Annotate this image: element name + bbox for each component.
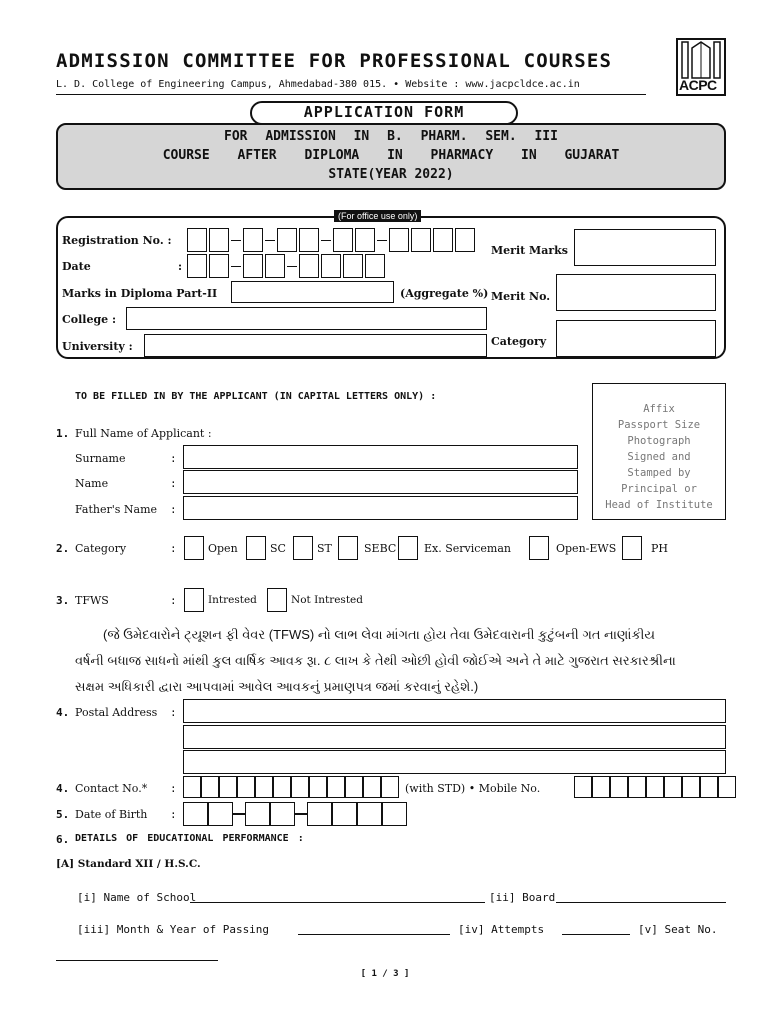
acpc-logo [676, 38, 726, 96]
father-name-field[interactable] [183, 496, 578, 520]
category-ex-serviceman-label: Ex. Serviceman [424, 542, 512, 555]
category-sebc-label: SEBC [364, 542, 397, 555]
aggregate-label: (Aggregate %) [400, 287, 489, 300]
q1-number: 1. [56, 427, 70, 440]
form-title: APPLICATION FORM [303, 103, 465, 121]
gujarati-note [75, 622, 725, 700]
seat-label: [v] Seat No. [638, 923, 718, 936]
date-colon: : [178, 260, 183, 273]
contact-number: 4. [56, 782, 70, 795]
surname-colon: : [170, 452, 177, 465]
gujarati-line-3: સક્ષમ અધિકારી દ્વારા આપવામાં આવેલ આવકનું પ્રમાણપત્ર જમાં કરવાનું રહેશે.) [75, 679, 479, 694]
surname-label: Surname [75, 452, 126, 465]
category-st-checkbox[interactable] [293, 536, 313, 560]
contact-cells[interactable] [183, 776, 399, 798]
q6-label: DETAILS OF EDUCATIONAL PERFORMANCE : [75, 833, 304, 844]
category-office-label: Category [491, 335, 547, 348]
marks-field[interactable] [231, 281, 394, 303]
photo-text: Affix Passport Size Photograph Signed and Stamped by Principal or Head of Institute [605, 403, 713, 511]
q5-number: 5. [56, 808, 70, 821]
registration-label: Registration No. : [62, 234, 172, 247]
category-ph-checkbox[interactable] [622, 536, 642, 560]
attempts-label: [iv] Attempts [458, 923, 545, 936]
header-address: L. D. College of Engineering Campus, Ahmedabad-380 015. • Website : www.jacpcldce.ac.in [56, 79, 580, 90]
category-open-label: Open [208, 542, 238, 555]
category-sc-label: SC [270, 542, 286, 555]
merit-marks-label: Merit Marks [491, 244, 568, 257]
father-name-colon: : [170, 503, 177, 516]
contact-label: Contact No.* [75, 782, 148, 795]
contact-colon: : [170, 782, 177, 795]
footnote-rule [56, 960, 218, 961]
mobile-cells[interactable] [574, 776, 736, 798]
q4-colon: : [170, 706, 177, 719]
category-open-ews-checkbox[interactable] [529, 536, 549, 560]
category-st-label: ST [317, 542, 332, 555]
board-field[interactable] [556, 902, 726, 903]
q4-number: 4. [56, 706, 70, 719]
surname-field[interactable] [183, 445, 578, 469]
logo-text: ACPC [679, 77, 717, 93]
header-title: ADMISSION COMMITTEE FOR PROFESSIONAL COURSES [56, 50, 613, 72]
q6-number: 6. [56, 833, 70, 846]
page-number: [ 1 / 3 ] [360, 969, 410, 979]
category-sc-checkbox[interactable] [246, 536, 266, 560]
board-label: [ii] Board [489, 891, 556, 904]
marks-label: Marks in Diploma Part-II [62, 287, 218, 300]
category-sebc-checkbox[interactable] [338, 536, 358, 560]
hsc-subheading: [A] Standard XII / H.S.C. [56, 858, 201, 870]
q2-colon: : [170, 542, 177, 555]
school-field[interactable] [190, 902, 485, 903]
q2-number: 2. [56, 542, 70, 555]
name-field[interactable] [183, 470, 578, 494]
tfws-not-interested-label: Not Intrested [291, 594, 363, 606]
q3-colon: : [170, 594, 177, 607]
course-line-3: STATE(YEAR 2022) [328, 167, 454, 182]
postal-address-line-1[interactable] [183, 699, 726, 723]
merit-no-label: Merit No. [491, 290, 551, 303]
q3-number: 3. [56, 594, 70, 607]
merit-marks-field[interactable] [574, 229, 716, 266]
college-label: College : [62, 313, 117, 326]
college-field[interactable] [126, 307, 487, 330]
dob-cells[interactable] [183, 802, 407, 826]
university-field[interactable] [144, 334, 487, 357]
tfws-not-interested-checkbox[interactable] [267, 588, 287, 612]
passing-field[interactable] [298, 934, 450, 935]
gujarati-line-1: (જે ઉમેદવારોને ટ્યૂશન ફી વેવર (TFWS) નો લાભ લેવા માંગતા હોય તેવા ઉમેદવારાની કુટુંબની ગત નાણાંકીય [103, 627, 655, 642]
category-open-ews-label: Open-EWS [556, 542, 617, 555]
q1-label: Full Name of Applicant : [75, 427, 212, 440]
contact-std-label: (with STD) • Mobile No. [405, 782, 541, 795]
registration-cells[interactable] [187, 228, 477, 252]
q4-label: Postal Address [75, 706, 158, 719]
q5-colon: : [170, 808, 177, 821]
category-office-field[interactable] [556, 320, 716, 357]
header-rule [56, 94, 646, 95]
office-use-tag: (For office use only) [334, 210, 421, 222]
tfws-interested-checkbox[interactable] [184, 588, 204, 612]
passing-label: [iii] Month & Year of Passing [77, 923, 270, 936]
tfws-interested-label: Intrested [208, 594, 257, 606]
postal-address-line-2[interactable] [183, 725, 726, 749]
category-open-checkbox[interactable] [184, 536, 204, 560]
gujarati-line-2: વર્ષની બધાજ સાધનો માંથી કુલ વાર્ષિક આવક રૂા. ૮ લાખ કે તેથી ઓછી હોવી જોઈએ અને તે માટે ગુજરાત સરકારશ્રીના [75, 653, 676, 668]
course-line-2: COURSE AFTER DIPLOMA IN PHARMACY IN GUJARAT [162, 148, 620, 163]
q3-label: TFWS [75, 594, 109, 607]
category-ex-serviceman-checkbox[interactable] [398, 536, 418, 560]
office-date-cells[interactable] [187, 254, 387, 278]
category-ph-label: PH [651, 542, 668, 555]
q5-label: Date of Birth [75, 808, 148, 821]
name-label: Name [75, 477, 109, 490]
school-label: [i] Name of School [77, 891, 197, 904]
date-label: Date [62, 260, 91, 273]
course-line-1: FOR ADMISSION IN B. PHARM. SEM. III [224, 129, 558, 144]
father-name-label: Father's Name [75, 503, 158, 516]
postal-address-line-3[interactable] [183, 750, 726, 774]
name-colon: : [170, 477, 177, 490]
merit-no-field[interactable] [556, 274, 716, 311]
attempts-field[interactable] [562, 934, 630, 935]
q2-label: Category [75, 542, 127, 555]
university-label: University : [62, 340, 133, 353]
applicant-heading: TO BE FILLED IN BY THE APPLICANT (IN CAPITAL LETTERS ONLY) : [75, 391, 437, 402]
